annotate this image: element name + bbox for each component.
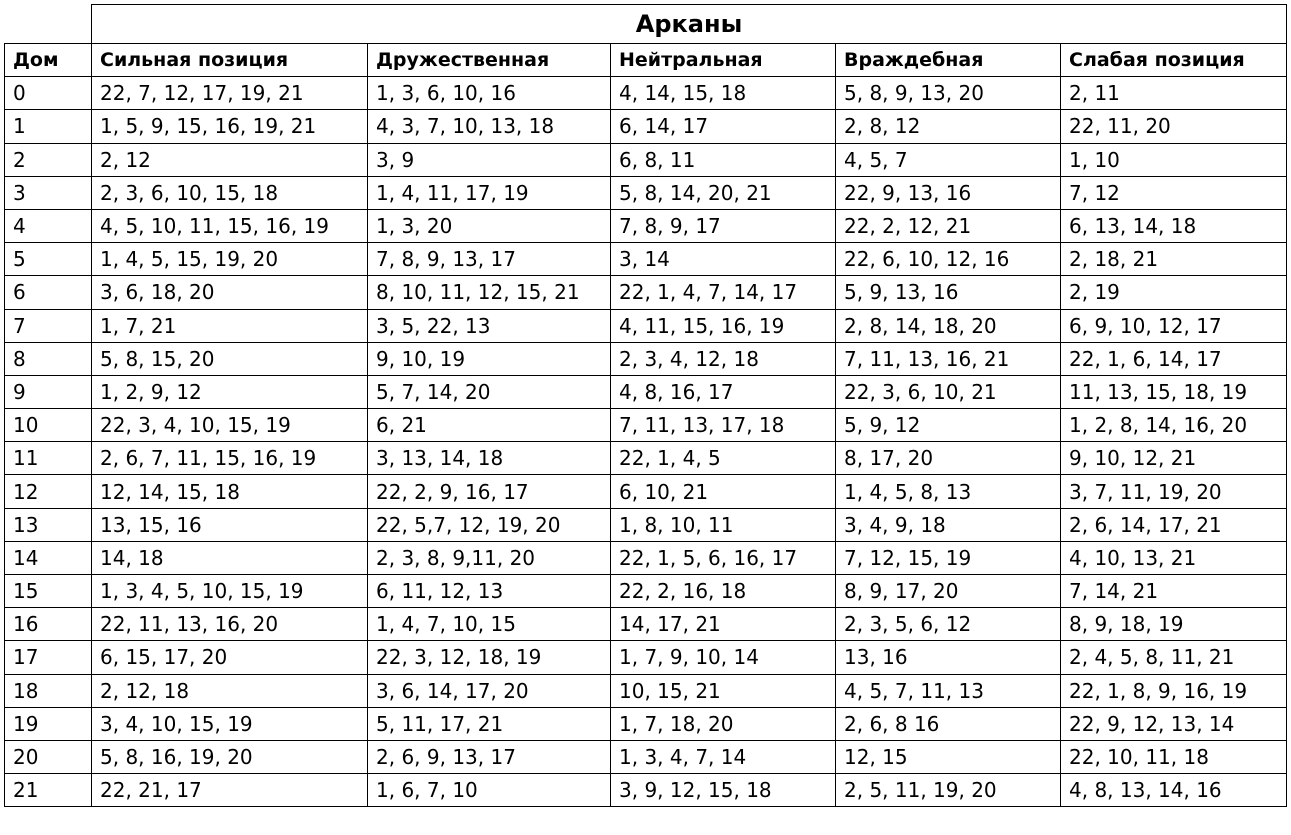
friendly-cell: 1, 4, 11, 17, 19 bbox=[368, 176, 611, 209]
column-header-strong: Сильная позиция bbox=[92, 44, 368, 77]
weak-cell: 3, 7, 11, 19, 20 bbox=[1061, 475, 1287, 508]
house-cell: 10 bbox=[5, 409, 92, 442]
house-cell: 8 bbox=[5, 342, 92, 375]
weak-cell: 7, 14, 21 bbox=[1061, 575, 1287, 608]
strong-cell: 1, 2, 9, 12 bbox=[92, 375, 368, 408]
strong-cell: 2, 6, 7, 11, 15, 16, 19 bbox=[92, 442, 368, 475]
table-row bbox=[5, 143, 1287, 176]
friendly-cell: 8, 10, 11, 12, 15, 21 bbox=[368, 276, 611, 309]
house-cell: 18 bbox=[5, 674, 92, 707]
neutral-cell: 6, 10, 21 bbox=[611, 475, 836, 508]
friendly-cell: 22, 5,7, 12, 19, 20 bbox=[368, 508, 611, 541]
neutral-cell: 4, 8, 16, 17 bbox=[611, 375, 836, 408]
friendly-cell: 3, 13, 14, 18 bbox=[368, 442, 611, 475]
neutral-cell: 2, 3, 4, 12, 18 bbox=[611, 342, 836, 375]
table-row bbox=[5, 409, 1287, 442]
friendly-cell: 1, 3, 6, 10, 16 bbox=[368, 77, 611, 110]
weak-cell: 2, 4, 5, 8, 11, 21 bbox=[1061, 641, 1287, 674]
hostile-cell: 4, 5, 7 bbox=[836, 143, 1061, 176]
house-cell: 3 bbox=[5, 176, 92, 209]
neutral-cell: 3, 9, 12, 15, 18 bbox=[611, 774, 836, 807]
column-header-hostile: Враждебная bbox=[836, 44, 1061, 77]
hostile-cell: 22, 9, 13, 16 bbox=[836, 176, 1061, 209]
hostile-cell: 1, 4, 5, 8, 13 bbox=[836, 475, 1061, 508]
house-cell: 0 bbox=[5, 77, 92, 110]
table-row bbox=[5, 375, 1287, 408]
neutral-cell: 7, 11, 13, 17, 18 bbox=[611, 409, 836, 442]
weak-cell: 6, 13, 14, 18 bbox=[1061, 209, 1287, 242]
neutral-cell: 10, 15, 21 bbox=[611, 674, 836, 707]
neutral-cell: 3, 14 bbox=[611, 243, 836, 276]
friendly-cell: 2, 6, 9, 13, 17 bbox=[368, 740, 611, 773]
friendly-cell: 3, 9 bbox=[368, 143, 611, 176]
neutral-cell: 14, 17, 21 bbox=[611, 608, 836, 641]
house-cell: 7 bbox=[5, 309, 92, 342]
hostile-cell: 22, 2, 12, 21 bbox=[836, 209, 1061, 242]
table-row bbox=[5, 508, 1287, 541]
strong-cell: 1, 4, 5, 15, 19, 20 bbox=[92, 243, 368, 276]
hostile-cell: 2, 3, 5, 6, 12 bbox=[836, 608, 1061, 641]
strong-cell: 3, 4, 10, 15, 19 bbox=[92, 707, 368, 740]
table-row bbox=[5, 77, 1287, 110]
friendly-cell: 1, 3, 20 bbox=[368, 209, 611, 242]
weak-cell: 2, 11 bbox=[1061, 77, 1287, 110]
weak-cell: 6, 9, 10, 12, 17 bbox=[1061, 309, 1287, 342]
strong-cell: 14, 18 bbox=[92, 541, 368, 574]
neutral-cell: 22, 1, 5, 6, 16, 17 bbox=[611, 541, 836, 574]
house-cell: 9 bbox=[5, 375, 92, 408]
weak-cell: 22, 11, 20 bbox=[1061, 110, 1287, 143]
friendly-cell: 7, 8, 9, 13, 17 bbox=[368, 243, 611, 276]
house-cell: 2 bbox=[5, 143, 92, 176]
house-cell: 16 bbox=[5, 608, 92, 641]
hostile-cell: 22, 6, 10, 12, 16 bbox=[836, 243, 1061, 276]
friendly-cell: 3, 6, 14, 17, 20 bbox=[368, 674, 611, 707]
weak-cell: 4, 10, 13, 21 bbox=[1061, 541, 1287, 574]
house-cell: 11 bbox=[5, 442, 92, 475]
hostile-cell: 12, 15 bbox=[836, 740, 1061, 773]
house-cell: 17 bbox=[5, 641, 92, 674]
house-cell: 19 bbox=[5, 707, 92, 740]
friendly-cell: 22, 3, 12, 18, 19 bbox=[368, 641, 611, 674]
strong-cell: 2, 3, 6, 10, 15, 18 bbox=[92, 176, 368, 209]
title-row bbox=[5, 5, 1287, 44]
table-row bbox=[5, 674, 1287, 707]
house-cell: 5 bbox=[5, 243, 92, 276]
strong-cell: 13, 15, 16 bbox=[92, 508, 368, 541]
table-row bbox=[5, 475, 1287, 508]
neutral-cell: 1, 7, 9, 10, 14 bbox=[611, 641, 836, 674]
table-row bbox=[5, 309, 1287, 342]
hostile-cell: 2, 8, 14, 18, 20 bbox=[836, 309, 1061, 342]
strong-cell: 22, 3, 4, 10, 15, 19 bbox=[92, 409, 368, 442]
house-cell: 14 bbox=[5, 541, 92, 574]
column-header-house: Дом bbox=[5, 44, 92, 77]
friendly-cell: 4, 3, 7, 10, 13, 18 bbox=[368, 110, 611, 143]
column-header-neutral: Нейтральная bbox=[611, 44, 836, 77]
table-row bbox=[5, 209, 1287, 242]
house-cell: 12 bbox=[5, 475, 92, 508]
header-row bbox=[5, 44, 1287, 77]
strong-cell: 6, 15, 17, 20 bbox=[92, 641, 368, 674]
hostile-cell: 22, 3, 6, 10, 21 bbox=[836, 375, 1061, 408]
weak-cell: 8, 9, 18, 19 bbox=[1061, 608, 1287, 641]
weak-cell: 9, 10, 12, 21 bbox=[1061, 442, 1287, 475]
strong-cell: 3, 6, 18, 20 bbox=[92, 276, 368, 309]
table-row bbox=[5, 442, 1287, 475]
strong-cell: 22, 21, 17 bbox=[92, 774, 368, 807]
neutral-cell: 7, 8, 9, 17 bbox=[611, 209, 836, 242]
strong-cell: 2, 12 bbox=[92, 143, 368, 176]
table-row bbox=[5, 774, 1287, 807]
hostile-cell: 4, 5, 7, 11, 13 bbox=[836, 674, 1061, 707]
friendly-cell: 5, 11, 17, 21 bbox=[368, 707, 611, 740]
weak-cell: 22, 1, 6, 14, 17 bbox=[1061, 342, 1287, 375]
friendly-cell: 1, 6, 7, 10 bbox=[368, 774, 611, 807]
friendly-cell: 6, 21 bbox=[368, 409, 611, 442]
neutral-cell: 1, 7, 18, 20 bbox=[611, 707, 836, 740]
strong-cell: 5, 8, 15, 20 bbox=[92, 342, 368, 375]
strong-cell: 22, 11, 13, 16, 20 bbox=[92, 608, 368, 641]
strong-cell: 4, 5, 10, 11, 15, 16, 19 bbox=[92, 209, 368, 242]
neutral-cell: 1, 8, 10, 11 bbox=[611, 508, 836, 541]
strong-cell: 1, 3, 4, 5, 10, 15, 19 bbox=[92, 575, 368, 608]
neutral-cell: 6, 14, 17 bbox=[611, 110, 836, 143]
table-title: Арканы bbox=[92, 5, 1287, 44]
hostile-cell: 2, 8, 12 bbox=[836, 110, 1061, 143]
table-row bbox=[5, 176, 1287, 209]
table-row bbox=[5, 608, 1287, 641]
house-cell: 20 bbox=[5, 740, 92, 773]
strong-cell: 2, 12, 18 bbox=[92, 674, 368, 707]
table-row bbox=[5, 740, 1287, 773]
weak-cell: 7, 12 bbox=[1061, 176, 1287, 209]
column-header-friendly: Дружественная bbox=[368, 44, 611, 77]
table-row bbox=[5, 276, 1287, 309]
hostile-cell: 7, 11, 13, 16, 21 bbox=[836, 342, 1061, 375]
strong-cell: 12, 14, 15, 18 bbox=[92, 475, 368, 508]
hostile-cell: 2, 5, 11, 19, 20 bbox=[836, 774, 1061, 807]
friendly-cell: 3, 5, 22, 13 bbox=[368, 309, 611, 342]
table-row bbox=[5, 707, 1287, 740]
hostile-cell: 5, 9, 13, 16 bbox=[836, 276, 1061, 309]
friendly-cell: 2, 3, 8, 9,11, 20 bbox=[368, 541, 611, 574]
weak-cell: 22, 9, 12, 13, 14 bbox=[1061, 707, 1287, 740]
hostile-cell: 2, 6, 8 16 bbox=[836, 707, 1061, 740]
column-header-weak: Слабая позиция bbox=[1061, 44, 1287, 77]
hostile-cell: 13, 16 bbox=[836, 641, 1061, 674]
house-cell: 15 bbox=[5, 575, 92, 608]
table-row bbox=[5, 575, 1287, 608]
house-cell: 21 bbox=[5, 774, 92, 807]
hostile-cell: 5, 8, 9, 13, 20 bbox=[836, 77, 1061, 110]
house-cell: 1 bbox=[5, 110, 92, 143]
arcana-table bbox=[4, 4, 1287, 807]
neutral-cell: 6, 8, 11 bbox=[611, 143, 836, 176]
weak-cell: 2, 18, 21 bbox=[1061, 243, 1287, 276]
weak-cell: 2, 6, 14, 17, 21 bbox=[1061, 508, 1287, 541]
house-cell: 13 bbox=[5, 508, 92, 541]
weak-cell: 1, 2, 8, 14, 16, 20 bbox=[1061, 409, 1287, 442]
strong-cell: 1, 7, 21 bbox=[92, 309, 368, 342]
hostile-cell: 7, 12, 15, 19 bbox=[836, 541, 1061, 574]
weak-cell: 4, 8, 13, 14, 16 bbox=[1061, 774, 1287, 807]
hostile-cell: 5, 9, 12 bbox=[836, 409, 1061, 442]
house-cell: 6 bbox=[5, 276, 92, 309]
hostile-cell: 3, 4, 9, 18 bbox=[836, 508, 1061, 541]
friendly-cell: 9, 10, 19 bbox=[368, 342, 611, 375]
weak-cell: 22, 10, 11, 18 bbox=[1061, 740, 1287, 773]
table-row bbox=[5, 541, 1287, 574]
table-row bbox=[5, 641, 1287, 674]
weak-cell: 1, 10 bbox=[1061, 143, 1287, 176]
table-row bbox=[5, 342, 1287, 375]
friendly-cell: 22, 2, 9, 16, 17 bbox=[368, 475, 611, 508]
table-row bbox=[5, 110, 1287, 143]
friendly-cell: 1, 4, 7, 10, 15 bbox=[368, 608, 611, 641]
hostile-cell: 8, 17, 20 bbox=[836, 442, 1061, 475]
neutral-cell: 22, 1, 4, 7, 14, 17 bbox=[611, 276, 836, 309]
neutral-cell: 22, 2, 16, 18 bbox=[611, 575, 836, 608]
friendly-cell: 6, 11, 12, 13 bbox=[368, 575, 611, 608]
weak-cell: 2, 19 bbox=[1061, 276, 1287, 309]
strong-cell: 1, 5, 9, 15, 16, 19, 21 bbox=[92, 110, 368, 143]
table-row bbox=[5, 243, 1287, 276]
weak-cell: 22, 1, 8, 9, 16, 19 bbox=[1061, 674, 1287, 707]
strong-cell: 22, 7, 12, 17, 19, 21 bbox=[92, 77, 368, 110]
blank-corner-cell bbox=[5, 5, 92, 44]
neutral-cell: 4, 14, 15, 18 bbox=[611, 77, 836, 110]
friendly-cell: 5, 7, 14, 20 bbox=[368, 375, 611, 408]
neutral-cell: 4, 11, 15, 16, 19 bbox=[611, 309, 836, 342]
neutral-cell: 22, 1, 4, 5 bbox=[611, 442, 836, 475]
neutral-cell: 1, 3, 4, 7, 14 bbox=[611, 740, 836, 773]
neutral-cell: 5, 8, 14, 20, 21 bbox=[611, 176, 836, 209]
house-cell: 4 bbox=[5, 209, 92, 242]
hostile-cell: 8, 9, 17, 20 bbox=[836, 575, 1061, 608]
weak-cell: 11, 13, 15, 18, 19 bbox=[1061, 375, 1287, 408]
strong-cell: 5, 8, 16, 19, 20 bbox=[92, 740, 368, 773]
